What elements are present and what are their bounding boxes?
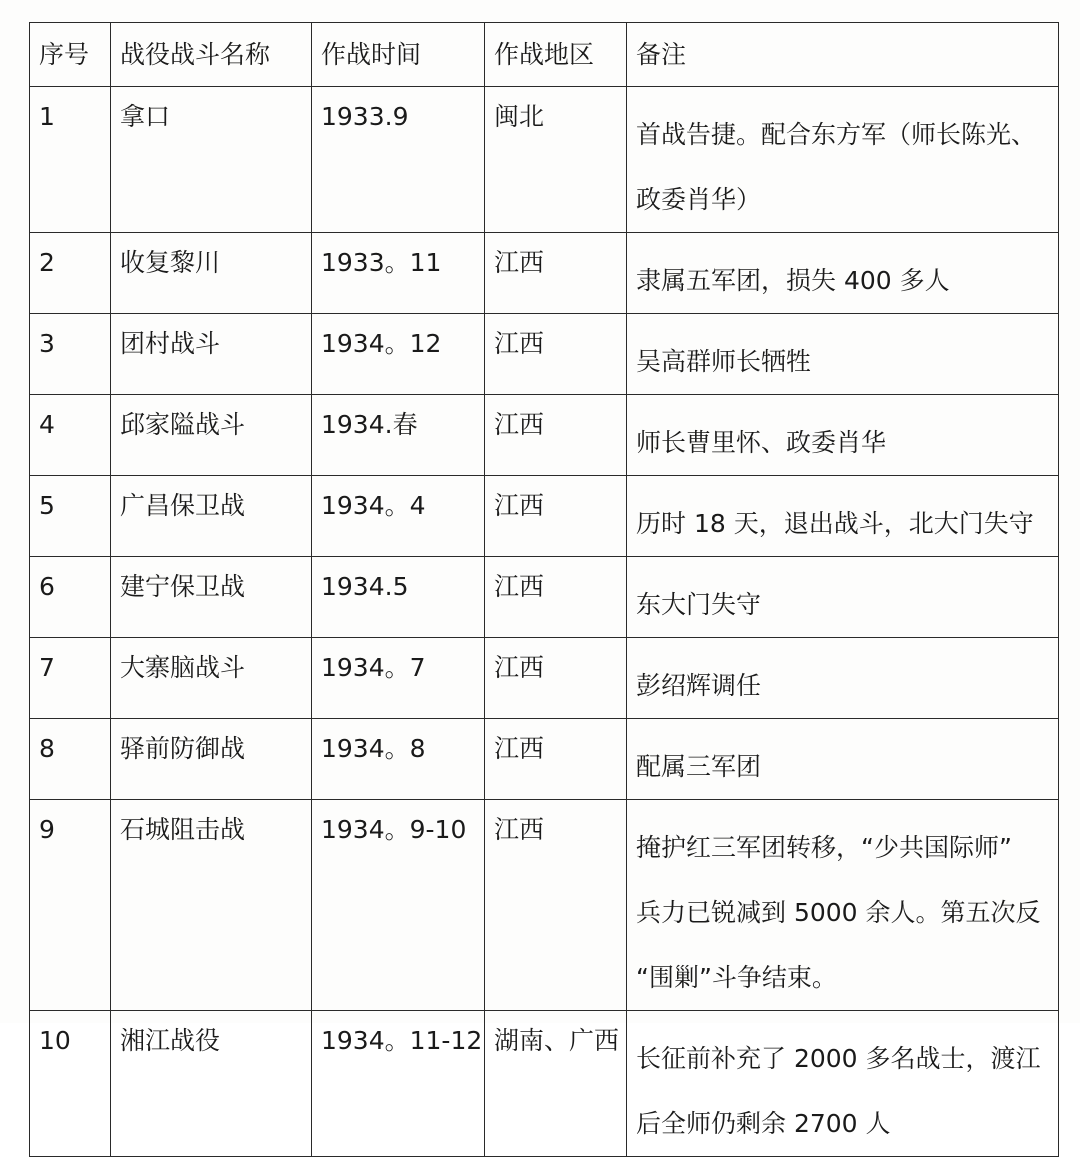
cell-note: [627, 87, 1059, 233]
table-row: [30, 800, 1059, 1011]
note-line: 长征前补充了 2000 多名战士，渡江: [636, 1044, 1041, 1073]
table-header-row: [30, 23, 1059, 87]
battle-table: [29, 22, 1059, 1157]
table-row: [30, 395, 1059, 476]
cell-area: 江西: [485, 800, 627, 1011]
cell-name: 团村战斗: [111, 314, 312, 395]
cell-name: 拿口: [111, 87, 312, 233]
cell-no: 10: [30, 1011, 111, 1157]
cell-time: 1934.春: [312, 395, 485, 476]
cell-no: 5: [30, 476, 111, 557]
cell-no: 4: [30, 395, 111, 476]
table-row: [30, 476, 1059, 557]
cell-no: 9: [30, 800, 111, 1011]
note-line: 隶属五军团，损失 400 多人: [636, 266, 950, 295]
note-line: 配属三军团: [636, 752, 762, 781]
note-line: 政委肖华）: [636, 185, 762, 214]
cell-area: 江西: [485, 395, 627, 476]
cell-area: 江西: [485, 476, 627, 557]
header-area: 作战地区: [485, 23, 627, 87]
note-line: 吴高群师长牺牲: [636, 347, 812, 376]
cell-name: 邱家隘战斗: [111, 395, 312, 476]
cell-time: 1934。4: [312, 476, 485, 557]
note-line: 首战告捷。配合东方军（师长陈光、: [636, 120, 1037, 149]
cell-time: 1934。7: [312, 638, 485, 719]
cell-name: 收复黎川: [111, 233, 312, 314]
cell-time: 1934。8: [312, 719, 485, 800]
note-line: 师长曹里怀、政委肖华: [636, 428, 887, 457]
cell-area: 江西: [485, 233, 627, 314]
cell-area: 江西: [485, 638, 627, 719]
table-row: [30, 233, 1059, 314]
cell-no: 7: [30, 638, 111, 719]
cell-name: 广昌保卫战: [111, 476, 312, 557]
cell-time: 1934.5: [312, 557, 485, 638]
cell-no: 1: [30, 87, 111, 233]
table-row: [30, 1011, 1059, 1157]
cell-area: 江西: [485, 557, 627, 638]
cell-note: [627, 233, 1059, 314]
table-row: [30, 719, 1059, 800]
cell-note: [627, 557, 1059, 638]
header-name: 战役战斗名称: [111, 23, 312, 87]
note-line: 兵力已锐减到 5000 余人。第五次反: [636, 898, 1041, 927]
cell-note: [627, 476, 1059, 557]
cell-time: 1933。11: [312, 233, 485, 314]
table-row: [30, 638, 1059, 719]
note-line: 彭绍辉调任: [636, 671, 762, 700]
header-time: 作战时间: [312, 23, 485, 87]
cell-no: 8: [30, 719, 111, 800]
table-row: [30, 557, 1059, 638]
cell-time: 1934。12: [312, 314, 485, 395]
cell-area: 闽北: [485, 87, 627, 233]
cell-area: 江西: [485, 314, 627, 395]
cell-name: 湘江战役: [111, 1011, 312, 1157]
cell-time: 1933.9: [312, 87, 485, 233]
cell-note: [627, 638, 1059, 719]
cell-area: 湖南、广西: [485, 1011, 627, 1157]
note-line: 掩护红三军团转移，“少共国际师”: [636, 833, 1012, 862]
cell-time: 1934。11-12: [312, 1011, 485, 1157]
cell-note: [627, 314, 1059, 395]
cell-area: 江西: [485, 719, 627, 800]
header-no: 序号: [30, 23, 111, 87]
cell-note: [627, 395, 1059, 476]
note-line: 历时 18 天，退出战斗，北大门失守: [636, 509, 1034, 538]
cell-time: 1934。9-10: [312, 800, 485, 1011]
cell-name: 驿前防御战: [111, 719, 312, 800]
note-line: “围剿”斗争结束。: [636, 963, 837, 992]
cell-name: 大寨脑战斗: [111, 638, 312, 719]
cell-no: 3: [30, 314, 111, 395]
cell-note: [627, 1011, 1059, 1157]
note-line: 东大门失守: [636, 590, 762, 619]
cell-no: 2: [30, 233, 111, 314]
table-row: [30, 314, 1059, 395]
cell-note: [627, 800, 1059, 1011]
header-note: 备注: [627, 23, 1059, 87]
cell-note: [627, 719, 1059, 800]
cell-no: 6: [30, 557, 111, 638]
cell-name: 石城阻击战: [111, 800, 312, 1011]
cell-name: 建宁保卫战: [111, 557, 312, 638]
note-line: 后全师仍剩余 2700 人: [636, 1109, 891, 1138]
table-row: [30, 87, 1059, 233]
